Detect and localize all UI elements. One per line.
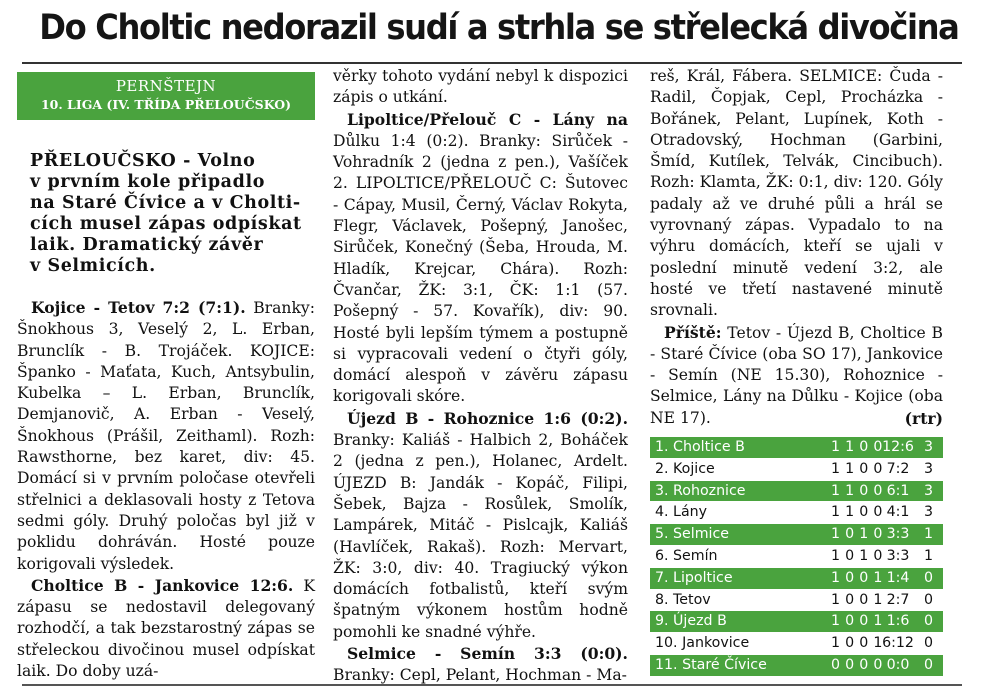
lead-line: cích musel zápas odpískat [30,214,302,234]
table-row [650,546,943,568]
column-3 [650,66,943,429]
table-cell-pts: 0 [924,656,934,673]
table-cell-score: 7:2 [886,460,910,477]
table-cell-team: 1. Choltice B [655,439,745,455]
lead-line: laik. Dramatický závěr [30,235,264,255]
table-cell-team: 7. Lipoltice [655,569,733,586]
table-cell-team: 9. Újezd B [655,613,727,630]
table-cell-rec: 1 1 0 0 [831,439,883,455]
match-title: Lipoltice/Přelouč C - Lány na [347,109,628,129]
table-cell-rec: 0 0 0 0 [831,656,883,673]
table-cell-team: 8. Tetov [655,591,711,608]
table-cell-score: 3:3 [886,526,910,543]
table-cell-score: 2:7 [886,591,910,608]
table-cell-rec: 1 1 0 0 [831,460,883,477]
table-cell-score: 0:0 [886,656,910,673]
table-cell-pts: 0 [924,569,934,586]
banner-title: PERNŠTEJN [115,77,217,95]
author-tag: (rtr) [904,408,943,428]
lead-line: na Staré Čívice a v Cholti- [30,193,301,213]
headline: Do Choltic nedorazil sudí a strhla se střelecká divočina [39,8,959,48]
table-cell-score: 6:12 [882,635,914,652]
banner-subtitle: 10. LIGA (IV. TŘÍDA PŘELOUČSKO) [40,97,292,112]
table-row [650,524,943,546]
league-banner [17,72,315,120]
match-text: věrky tohoto vydání nebyl k dispozici zápis o utkání. [333,67,628,107]
table-cell-team: 10. Jankovice [655,635,750,652]
lead-line: v prvním kole připadlo [30,172,265,192]
table-cell-rec: 1 0 0 1 [831,569,883,586]
match-report [17,575,315,682]
standings-table [650,437,943,677]
table-cell-score: 1:4 [886,569,910,586]
match-report [333,66,628,109]
table-cell-team: 5. Selmice [655,526,730,543]
table-cell-score: 12:6 [882,439,914,455]
match-report [333,109,628,408]
table-cell-pts: 0 [924,635,934,652]
match-title: Újezd B - Rohoznice 1:6 (0:2). [347,408,628,428]
table-cell-pts: 3 [924,439,934,455]
table-cell-team: 6. Semín [655,547,718,564]
table-cell-rec: 1 0 1 0 [831,547,883,564]
table-row [650,568,943,590]
table-cell-score: 6:1 [886,482,910,499]
table-cell-rec: 1 0 0 1 [831,635,883,652]
table-cell-score: 3:3 [886,547,910,564]
table-row [650,611,943,633]
table-cell-rec: 1 0 0 1 [831,613,883,630]
match-title: Choltice B - Jankovice 12:6. [31,575,294,595]
match-report [333,408,628,643]
table-cell-team: 2. Kojice [655,460,715,477]
table-cell-team: 4. Lány [655,504,708,521]
match-title: Kojice - Tetov 7:2 (7:1). [31,298,246,317]
match-report [650,66,943,322]
table-cell-team: 3. Rohoznice [655,482,746,499]
table-cell-rec: 1 0 0 1 [831,591,883,608]
table-cell-rec: 1 1 0 0 [831,482,883,499]
table-row [650,502,943,524]
lead-line: v Selmicích. [30,256,156,276]
lead-line: PŘELOUČSKO - Volno [30,151,256,171]
next-round-label: Příště: [664,322,722,342]
table-cell-team: 11. Staré Čívice [655,656,767,673]
match-text: reš, Král, Fábera. SELMICE: Čuda - Radil, Čopjak, Cepl, Procházka -Bořánek, Pelant, Lupínek, Koth - Otradovský, Hochman (Garbini, Šmíd, Kutílek, Telvák, Cincibuch). Rozh: Klamta, ŽK: 0:1, div: 120. Góly padaly až ve druhé půli a hrál se vyrovnaný zápas. Vypadalo to na výhru domácích, kteří se ujali v poslední minutě vedení 3:2, ale hosté ve třetí nastavené minutě srovnali. [650,67,943,320]
bottom-rule [22,684,962,686]
table-row [650,459,943,481]
table-cell-pts: 3 [924,460,934,477]
table-cell-score: 1:6 [886,613,910,630]
table-row [650,590,943,612]
table-row [650,655,943,677]
table-cell-rec: 1 1 0 0 [831,504,883,521]
table-cell-pts: 3 [924,482,934,499]
table-row [650,481,943,503]
table-cell-rec: 1 0 1 0 [831,526,883,543]
match-title: Selmice - Semín 3:3 (0:0). [347,644,628,664]
table-cell-pts: 1 [924,526,934,543]
match-text: Branky: Cepl, Pelant, Hochman - Ma- [333,666,627,685]
column-1 [17,297,315,682]
match-text: K zápasu se nedostavil delegovaný rozhodčí, a tak bezstarostný zápas se střeleckou divočinou musel odpískat laik. Do doby uzá- [17,576,315,681]
top-rule [22,62,962,64]
match-text: Důlku 1:4 (0:2). Branky: Sirůček - Vohradník 2 (jedna z pen.), Vašíček 2. LIPOLTICE/PŘELOUČ C: Šutovec - Cápay, Musil, Černý, Václav Rokyta, Flegr, Václavek, Pošepný, Janošec, Sirůček, Konečný (Šeba, Hrouda, M. Hladík, Krejcar, Chára). Rozh: Čvančar, ŽK: 3:1, ČK: 1:1 (57. Pošepný - 57. Kovařík), div: 90. Hosté byli lepším týmem a postupně si vypracovali vedení o čtyři góly, domácí alespoň v závěru zápasu korigovali skóre. [333,131,628,406]
table-cell-pts: 0 [924,613,934,630]
table-cell-pts: 3 [924,504,934,521]
table-cell-score: 4:1 [886,504,910,521]
table-row [650,633,943,655]
next-round-text: Tetov - Újezd B, Choltice B - Staré Čívice (oba SO 17), Jankovice - Semín (NE 15.30), Rohoznice - Selmice, Lány na Důlku - Kojice (oba NE 17). [650,323,943,427]
lead-paragraph [30,151,313,277]
table-cell-pts: 1 [924,547,934,564]
match-report [17,297,315,575]
column-2 [333,66,628,687]
match-report [333,643,628,687]
table-cell-pts: 0 [924,591,934,608]
table-row [650,437,943,459]
next-round [650,322,943,429]
match-text: Branky: Šnokhous 3, Veselý 2, L. Erban, Brunclík - B. Trojáček. KOJICE: Španko - Maťata, Kuch, Antsybulin, Kubelka – L. Erban, Brunclík, Demjanovič, A. Erban - Veselý, Šnokhous (Prášil, Zeithaml). Rozh: Rawsthorne, bez karet, div: 45. Domácí si v prvním poločase otevřeli střelnici a deklasovali hosty z Tetova sedmi góly. Druhý poločas byl již v poklidu dohráván. Hosté pouze korigovali výsledek. [17,299,315,573]
match-text: Branky: Kaliáš - Halbich 2, Boháček 2 (jedna z pen.), Holanec, Ardelt. ÚJEZD B: Jandák - Kopáč, Filipi, Šebek, Bajza - Rosůlek, Smolík, Lampárek, Mitáč - Pislcajk, Kaliáš (Havlíček, Rakaš). Rozh: Mervart, ŽK: 3:0, div: 40. Tragiucký výkon domácích fotbalistů, kteří svým špatným výkonem hostům hodně pomohli ke snadné výhře. [333,431,628,641]
